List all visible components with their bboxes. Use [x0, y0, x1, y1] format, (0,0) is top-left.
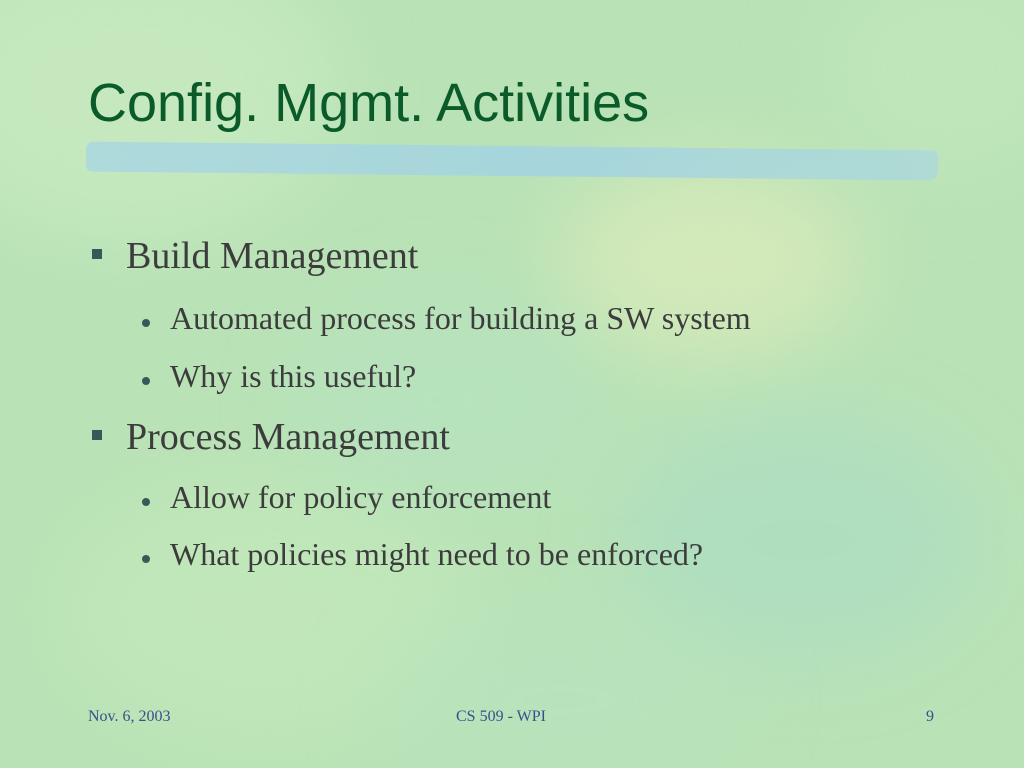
- round-bullet-icon: [142, 319, 150, 327]
- sub-bullet-why-useful: Why is this useful?: [170, 358, 417, 394]
- round-bullet-icon: [142, 377, 150, 385]
- bullet-build-management: Build Management: [126, 235, 419, 277]
- square-bullet-icon: [92, 249, 102, 259]
- slide-title: Config. Mgmt. Activities: [88, 73, 650, 133]
- sub-bullet-policy-enforcement: Allow for policy enforcement: [170, 479, 552, 515]
- footer-course: CS 509 - WPI: [456, 708, 546, 725]
- square-bullet-icon: [92, 430, 102, 440]
- footer-date: Nov. 6, 2003: [88, 708, 171, 725]
- round-bullet-icon: [142, 498, 150, 506]
- bullet-process-management: Process Management: [126, 416, 450, 458]
- round-bullet-icon: [142, 555, 150, 563]
- sub-bullet-what-policies: What policies might need to be enforced?: [170, 536, 704, 572]
- sub-bullet-automated-process: Automated process for building a SW system: [170, 300, 751, 336]
- footer-page-number: 9: [926, 708, 934, 725]
